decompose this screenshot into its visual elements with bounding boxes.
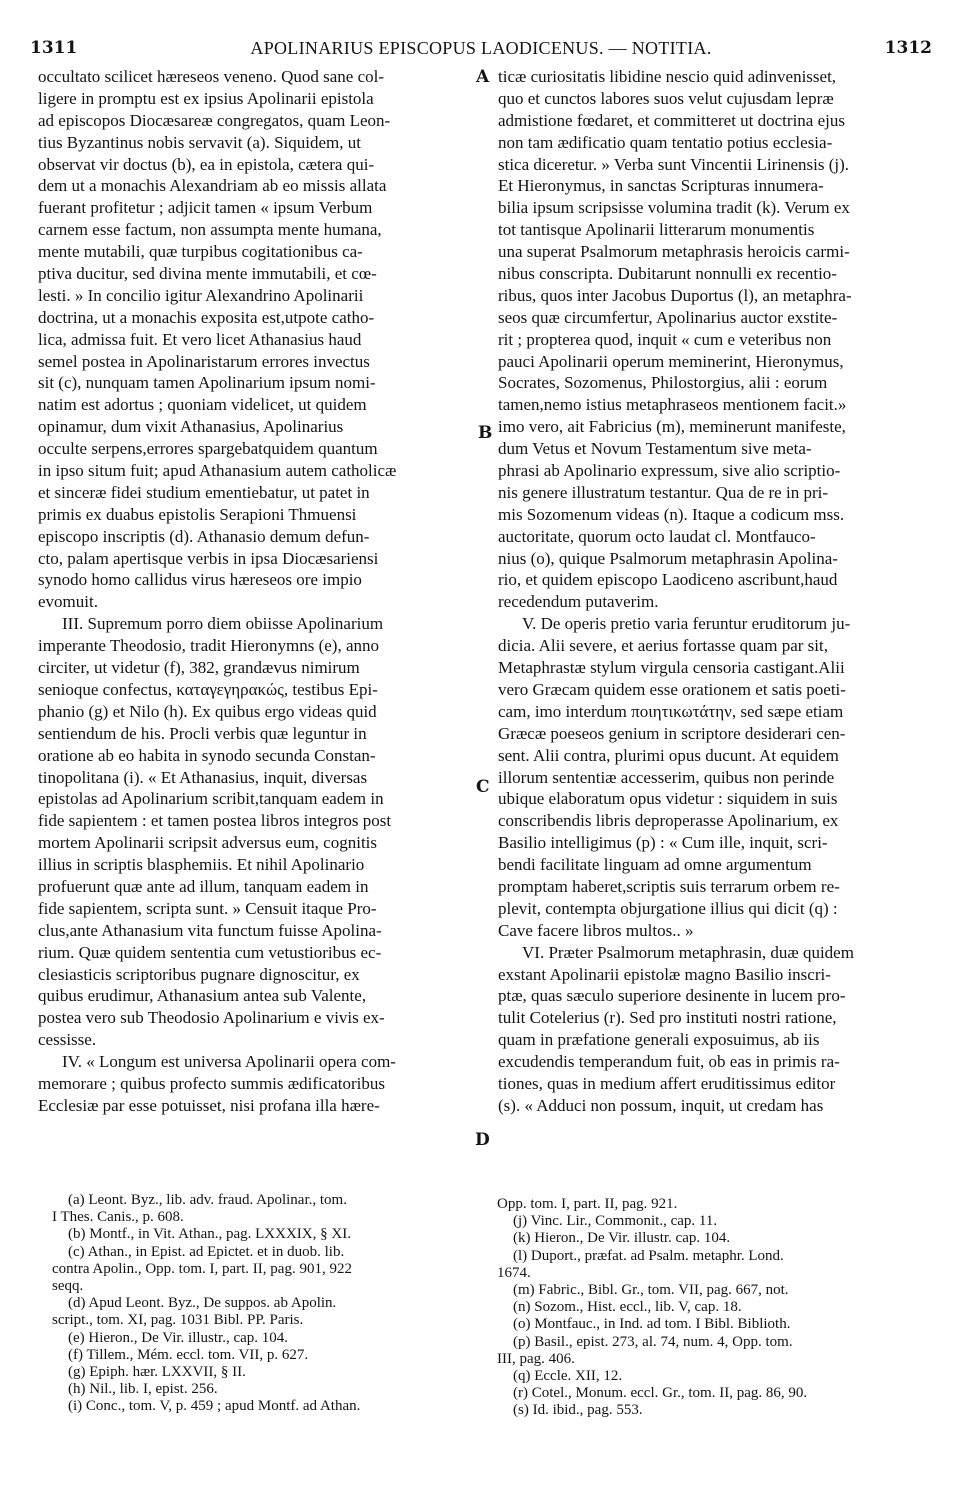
text-line: fide sapientem, scripta sunt. » Censuit itaque Pro- bbox=[38, 898, 377, 918]
text-line: ligere in promptu est ex ipsius Apolinarii epistola bbox=[38, 88, 374, 108]
footnote-line: (e) Hieron., De Vir. illustr., cap. 104. bbox=[68, 1329, 289, 1346]
text-line: exstant Apolinarii epistolæ magno Basilio inscri- bbox=[498, 964, 831, 984]
text-line: ticæ curiositatis libidine nescio quid adinvenisset, bbox=[498, 67, 837, 86]
text-line: clesiasticis scriptoribus pugnare dignoscitur, ex bbox=[38, 964, 360, 984]
footnote-line: (b) Montf., in Vit. Athan., pag. LXXXIX, § XI. bbox=[68, 1226, 351, 1243]
text-line: vero Græcam quidem esse orationem et satis poeti- bbox=[498, 679, 846, 699]
text-line: bilia ipsum scripsisse volumina tradit (k). Verum ex bbox=[498, 198, 850, 218]
text-line: occultato scilicet hæreseos veneno. Quod sane col- bbox=[38, 67, 385, 86]
text-line: cto, palam apertisque verbis in ipsa Diocæsariensi bbox=[38, 548, 379, 568]
text-line: doctrina, ut a monachis exposita est,utpote catho- bbox=[38, 307, 375, 327]
footnote-line: (i) Conc., tom. V, p. 459 ; apud Montf. ad Athan. bbox=[68, 1398, 361, 1415]
text-line: tiones, quas in medium affert eruditissimus editor bbox=[498, 1073, 836, 1093]
text-line: rit ; propterea quod, inquit « cum e veteribus non bbox=[498, 329, 832, 349]
text-line: quibus erudimur, Athanasium antea sub Valente, bbox=[38, 986, 367, 1006]
right-footnotes bbox=[497, 1196, 927, 1419]
text-line: synodo homo callidus virus hæreseos ore impio bbox=[38, 570, 362, 590]
text-line: tulit Cotelerius (r). Sed pro instituti nostri ratione, bbox=[498, 1008, 837, 1028]
text-line: dicia. Alii severe, et aerius fortasse quam par sit, bbox=[498, 636, 828, 656]
text-line: occulte serpens,errores spargebatquidem quantum bbox=[38, 439, 378, 459]
text-line: evomuit. bbox=[38, 592, 98, 612]
text-line: nis genere illustratum testantur. Qua de re in pri- bbox=[498, 482, 828, 502]
text-line: ptæ, quas sæculo superiore desinente in lucem pro- bbox=[498, 986, 846, 1006]
text-line: una superat Psalmorum metaphrasis heroicis carmi- bbox=[498, 242, 850, 262]
text-line: promptam haberet,scriptis suis terrarum orbem re- bbox=[498, 876, 840, 896]
footnote-line: (f) Tillem., Mém. eccl. tom. VII, p. 627. bbox=[68, 1346, 309, 1363]
text-line: opinamur, dum vixit Athanasius, Apolinarius bbox=[38, 417, 344, 437]
text-line: (s). « Adduci non possum, inquit, ut credam has bbox=[498, 1095, 824, 1115]
text-line: sent. Alii contra, plurimi opus ducunt. At equidem bbox=[498, 745, 839, 765]
text-line: auctoritate, quorum octo laudat cl. Montfauco- bbox=[498, 526, 816, 546]
text-line: recedendum putaverim. bbox=[498, 592, 659, 612]
text-line: natim est adortus ; quoniam videlicet, ut quidem bbox=[38, 395, 367, 415]
margin-letter-d: D bbox=[475, 1130, 490, 1150]
text-line: episcopo inscriptis (d). Athanasio demum defun- bbox=[38, 526, 370, 546]
text-line: fuerant profitetur ; adjicit tamen « ipsum Verbum bbox=[38, 198, 373, 218]
text-line: senioque confectus, καταγεγηρακώς, testibus Epi- bbox=[38, 679, 378, 699]
text-line: mis Sozomenum videas (n). Itaque a codicum mss. bbox=[498, 504, 845, 524]
footnote-line: (h) Nil., lib. I, epist. 256. bbox=[68, 1381, 218, 1398]
text-line: memorare ; quibus profecto summis ædificatoribus bbox=[38, 1073, 386, 1093]
text-line: in ipso situm fuit; apud Athanasium autem catholicæ bbox=[38, 461, 397, 481]
footnote-line: contra Apolin., Opp. tom. I, part. II, pag. 901, 922 bbox=[52, 1260, 352, 1277]
text-line: Metaphrastæ stylum virgula censoria castigant.Alii bbox=[498, 658, 845, 678]
left-text-column bbox=[38, 66, 470, 1117]
text-line: primis ex duabus epistolis Serapioni Thmuensi bbox=[38, 504, 357, 524]
text-line: V. De operis pretio varia feruntur eruditorum ju- bbox=[522, 614, 851, 634]
text-line: circiter, ut videtur (f), 382, grandævus nimirum bbox=[38, 658, 360, 678]
footnote-line: (a) Leont. Byz., lib. adv. fraud. Apolinar., tom. bbox=[68, 1192, 347, 1208]
text-line: cam, imo interdum ποιητικωτάτην, sed sæpe etiam bbox=[498, 701, 844, 721]
text-line: mente mutabili, quæ turpibus cogitationibus ca- bbox=[38, 242, 363, 262]
footnote-line: 1674. bbox=[497, 1264, 531, 1281]
text-line: bendi facilitate linguam ad omne argumentum bbox=[498, 855, 812, 875]
text-line: pauci Apolinarii operum meminerint, Hieronymus, bbox=[498, 351, 844, 371]
text-line: Basilio intelligimus (p) : « Cum ille, inquit, scri- bbox=[498, 833, 828, 853]
text-line: tinopolitana (i). « Et Athanasius, inquit, diversas bbox=[38, 767, 368, 787]
right-text-column bbox=[498, 66, 928, 1117]
text-line: phrasi ab Apolinario expressum, sive alio scriptio- bbox=[498, 461, 841, 481]
footnote-line: (n) Sozom., Hist. eccl., lib. V, cap. 18. bbox=[513, 1299, 742, 1316]
text-line: plevit, contempta objurgatione illius qui dicit (q) : bbox=[498, 898, 838, 918]
text-line: quam in præfatione generali exposuimus, ab iis bbox=[498, 1030, 820, 1050]
footnote-line: seqq. bbox=[52, 1277, 84, 1294]
footnote-line: (q) Eccle. XII, 12. bbox=[513, 1367, 623, 1384]
margin-letter-c: C bbox=[476, 777, 490, 797]
text-line: VI. Præter Psalmorum metaphrasin, duæ quidem bbox=[522, 942, 854, 962]
footnote-line: I Thes. Canis., p. 608. bbox=[52, 1209, 184, 1226]
text-line: oratione ab eo habita in synodo secunda Constan- bbox=[38, 745, 376, 765]
text-line: non tam ædificatio quam tentatio potius ecclesia- bbox=[498, 132, 833, 152]
text-line: et sinceræ fidei studium ementiebatur, ut patet in bbox=[38, 482, 370, 502]
footnote-line: (r) Cotel., Monum. eccl. Gr., tom. II, pag. 86, 90. bbox=[513, 1385, 808, 1402]
text-line: IV. « Longum est universa Apolinarii opera com- bbox=[62, 1052, 396, 1072]
margin-letter-b: B bbox=[478, 423, 493, 443]
text-line: excudendis temperandum fuit, ob eas in primis ra- bbox=[498, 1052, 840, 1072]
text-line: imperante Theodosio, tradit Hieronymns (e), anno bbox=[38, 636, 380, 656]
text-line: imo vero, ait Fabricius (m), meminerunt manifeste, bbox=[498, 417, 846, 437]
footnote-line: (o) Montfauc., in Ind. ad tom. I Bibl. Biblioth. bbox=[513, 1316, 791, 1333]
text-line: ad episcopos Diocæsareæ congregatos, quam Leon- bbox=[38, 110, 391, 130]
text-line: quo et cunctos labores suos velut cujusdam lepræ bbox=[498, 88, 834, 108]
text-line: postea vero sub Theodosio Apolinarium e vivis ex- bbox=[38, 1008, 385, 1028]
text-line: illius in scriptis blasphemiis. Et nihil Apolinario bbox=[38, 855, 365, 875]
footnote-line: (s) Id. ibid., pag. 553. bbox=[513, 1402, 643, 1419]
text-line: observat vir doctus (b), ea in epistola, cætera qui- bbox=[38, 154, 375, 174]
text-line: fide sapientem : et tamen postea libros integros post bbox=[38, 811, 392, 831]
text-line: seos quæ circumfertur, Apolinarius auctor exstite- bbox=[498, 307, 838, 327]
text-line: dum Vetus et Novum Testamentum sive meta- bbox=[498, 439, 812, 459]
text-line: carnem esse factum, non assumpta mente humana, bbox=[38, 220, 382, 240]
text-line: phanio (g) et Nilo (h). Ex quibus ergo videas quid bbox=[38, 701, 377, 721]
page-number-right: 1312 bbox=[884, 38, 932, 58]
footnote-line: script., tom. XI, pag. 1031 Bibl. PP. Paris. bbox=[52, 1312, 304, 1329]
footnote-line: (d) Apud Leont. Byz., De suppos. ab Apolin. bbox=[68, 1295, 337, 1312]
text-line: nius (o), quique Psalmorum metaphrasin Apolina- bbox=[498, 548, 838, 568]
text-line: Et Hieronymus, in sanctas Scripturas innumera- bbox=[498, 176, 824, 196]
footnote-line: (l) Duport., præfat. ad Psalm. metaphr. Lond. bbox=[513, 1247, 784, 1264]
text-line: profuerunt quæ ante ad illum, tanquam eadem in bbox=[38, 876, 369, 896]
text-line: Ecclesiæ par esse potuisset, nisi profana illa hære- bbox=[38, 1095, 380, 1115]
footnote-line: (k) Hieron., De Vir. illustr. cap. 104. bbox=[513, 1230, 731, 1247]
text-line: tamen,nemo istius metaphraseos mentionem facit.» bbox=[498, 395, 847, 415]
footnote-line: (c) Athan., in Epist. ad Epictet. et in duob. lib. bbox=[68, 1243, 345, 1260]
footnote-line: (m) Fabric., Bibl. Gr., tom. VII, pag. 667, not. bbox=[513, 1281, 789, 1298]
text-line: lica, admissa fuit. Et vero licet Athanasius haud bbox=[38, 329, 362, 349]
text-line: lesti. » In concilio igitur Alexandrino Apolinarii bbox=[38, 285, 364, 305]
text-line: admistione fœdaret, et committeret ut doctrina ejus bbox=[498, 110, 845, 130]
text-line: tius Byzantinus nobis servavit (a). Siquidem, ut bbox=[38, 132, 361, 152]
footnote-line: (g) Epiph. hær. LXXVII, § II. bbox=[68, 1363, 246, 1380]
text-line: sit (c), nunquam tamen Apolinarium ipsum nomi- bbox=[38, 373, 376, 393]
text-line: cessisse. bbox=[38, 1030, 97, 1050]
text-line: illorum sententiæ accesserim, quibus non perinde bbox=[498, 767, 835, 787]
text-line: ribus, quos inter Jacobus Duportus (l), an metaphra- bbox=[498, 285, 852, 305]
footnote-line: (p) Basil., epist. 273, al. 74, num. 4, Opp. tom. bbox=[513, 1333, 793, 1350]
text-line: sentiendum de his. Procli verbis quæ leguntur in bbox=[38, 723, 367, 743]
running-title: APOLINARIUS EPISCOPUS LAODICENUS. — NOTITIA. bbox=[250, 38, 712, 58]
text-line: mortem Apolinarii scripsit adversus eum, cognitis bbox=[38, 833, 378, 853]
text-line: conscribendis libris deproperasse Apolinarium, ex bbox=[498, 811, 839, 831]
footnote-line: III, pag. 406. bbox=[497, 1350, 575, 1367]
running-header bbox=[30, 38, 932, 60]
text-line: dem ut a monachis Alexandriam ab eo missis allata bbox=[38, 176, 387, 196]
text-line: tot tantisque Apolinarii litterarum monumentis bbox=[498, 220, 815, 240]
text-line: ubique elaboratum opus videtur : siquidem in suis bbox=[498, 789, 838, 809]
footnote-line: Opp. tom. I, part. II, pag. 921. bbox=[497, 1196, 678, 1212]
text-line: Græcæ poeseos genium in scriptore desiderari cen- bbox=[498, 723, 846, 743]
text-line: epistolas ad Apolinarium scribit,tanquam eadem in bbox=[38, 789, 384, 809]
text-line: clus,ante Athanasium vita functum fuisse Apolina- bbox=[38, 920, 382, 940]
text-line: rio, et quidem episcopo Laodiceno ascribunt,haud bbox=[498, 570, 838, 590]
text-line: stica diceretur. » Verba sunt Vincentii Lirinensis (j). bbox=[498, 154, 850, 174]
left-footnotes bbox=[52, 1192, 472, 1415]
text-line: nibus conscripta. Dubitarunt nonnulli ex recentio- bbox=[498, 264, 837, 284]
text-line: Socrates, Sozomenus, Philostorgius, alii : eorum bbox=[498, 373, 828, 393]
page-number-left: 1311 bbox=[30, 38, 78, 58]
margin-letter-a: A bbox=[476, 67, 490, 87]
text-line: III. Supremum porro diem obiisse Apolinarium bbox=[62, 614, 384, 634]
footnote-line: (j) Vinc. Lir., Commonit., cap. 11. bbox=[513, 1213, 718, 1230]
text-line: semel postea in Apolinaristarum errores invectus bbox=[38, 351, 370, 371]
text-line: ptiva ducitur, sed divina mente immutabili, et cœ- bbox=[38, 264, 377, 284]
text-line: Cave facere libros multos.. » bbox=[498, 920, 694, 940]
text-line: rium. Quæ quidem sententia cum vetustioribus ec- bbox=[38, 942, 382, 962]
